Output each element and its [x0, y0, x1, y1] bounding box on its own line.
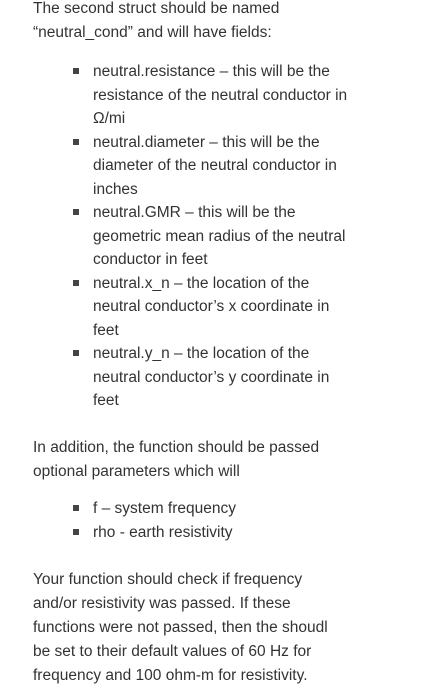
- list-item-line: feet: [93, 392, 119, 409]
- list-item-line: neutral.y_n – the location of the: [93, 345, 310, 362]
- list-item: [73, 342, 347, 413]
- list-item-line: resistance of the neutral conductor in: [93, 86, 348, 104]
- list-item-line: neutral.GMR – this will be the: [93, 204, 296, 221]
- optional-params-list: [73, 497, 236, 544]
- list-item-line: neutral conductor’s y coordinate in: [93, 368, 330, 386]
- bullet-icon: [73, 505, 79, 511]
- bullet-icon: [73, 139, 79, 145]
- list-item-line: rho - earth resistivity: [93, 523, 233, 541]
- addition-line: In addition, the function should be passed: [33, 439, 320, 456]
- closing-line: and/or resistivity was passed. If these: [33, 595, 291, 612]
- list-item-line: geometric mean radius of the neutral: [93, 227, 346, 245]
- closing-line: be set to their default values of 60 Hz for: [33, 643, 312, 660]
- addition-line: optional parameters which will: [33, 463, 240, 480]
- list-item-line: diameter of the neutral conductor in: [93, 157, 337, 174]
- list-item-line: inches: [93, 180, 138, 198]
- bullet-icon: [73, 529, 79, 535]
- list-item: [73, 131, 347, 202]
- list-item-line: f – system frequency: [93, 500, 237, 517]
- intro-paragraph: [33, 0, 433, 45]
- bullet-icon: [73, 280, 79, 286]
- list-item-line: neutral.diameter – this will be the: [93, 133, 320, 151]
- addition-paragraph: [33, 436, 433, 484]
- list-item-line: neutral.resistance – this will be the: [93, 63, 330, 80]
- list-item: [73, 521, 236, 545]
- bullet-icon: [73, 68, 79, 74]
- bullet-icon: [73, 350, 79, 356]
- closing-line: Your function should check if frequency: [33, 571, 303, 588]
- bullet-icon: [73, 209, 79, 215]
- neutral-fields-list: [73, 60, 347, 413]
- list-item-line: neutral.x_n – the location of the: [93, 274, 310, 292]
- list-item: [73, 201, 347, 272]
- intro-line: The second struct should be named: [33, 0, 280, 17]
- list-item: [73, 272, 347, 343]
- list-item: [73, 60, 347, 131]
- list-item-line: neutral conductor’s x coordinate in: [93, 298, 330, 315]
- list-item-line: Ω/mi: [93, 110, 126, 127]
- list-item: [73, 497, 236, 521]
- list-item-line: feet: [93, 321, 119, 339]
- closing-line: functions were not passed, then the shoudl: [33, 619, 328, 636]
- intro-line: “neutral_cond” and will have fields:: [33, 24, 272, 41]
- closing-line: frequency and 100 ohm-m for resistivity.: [33, 667, 308, 684]
- list-item-line: conductor in feet: [93, 251, 208, 268]
- closing-paragraph: [33, 568, 433, 688]
